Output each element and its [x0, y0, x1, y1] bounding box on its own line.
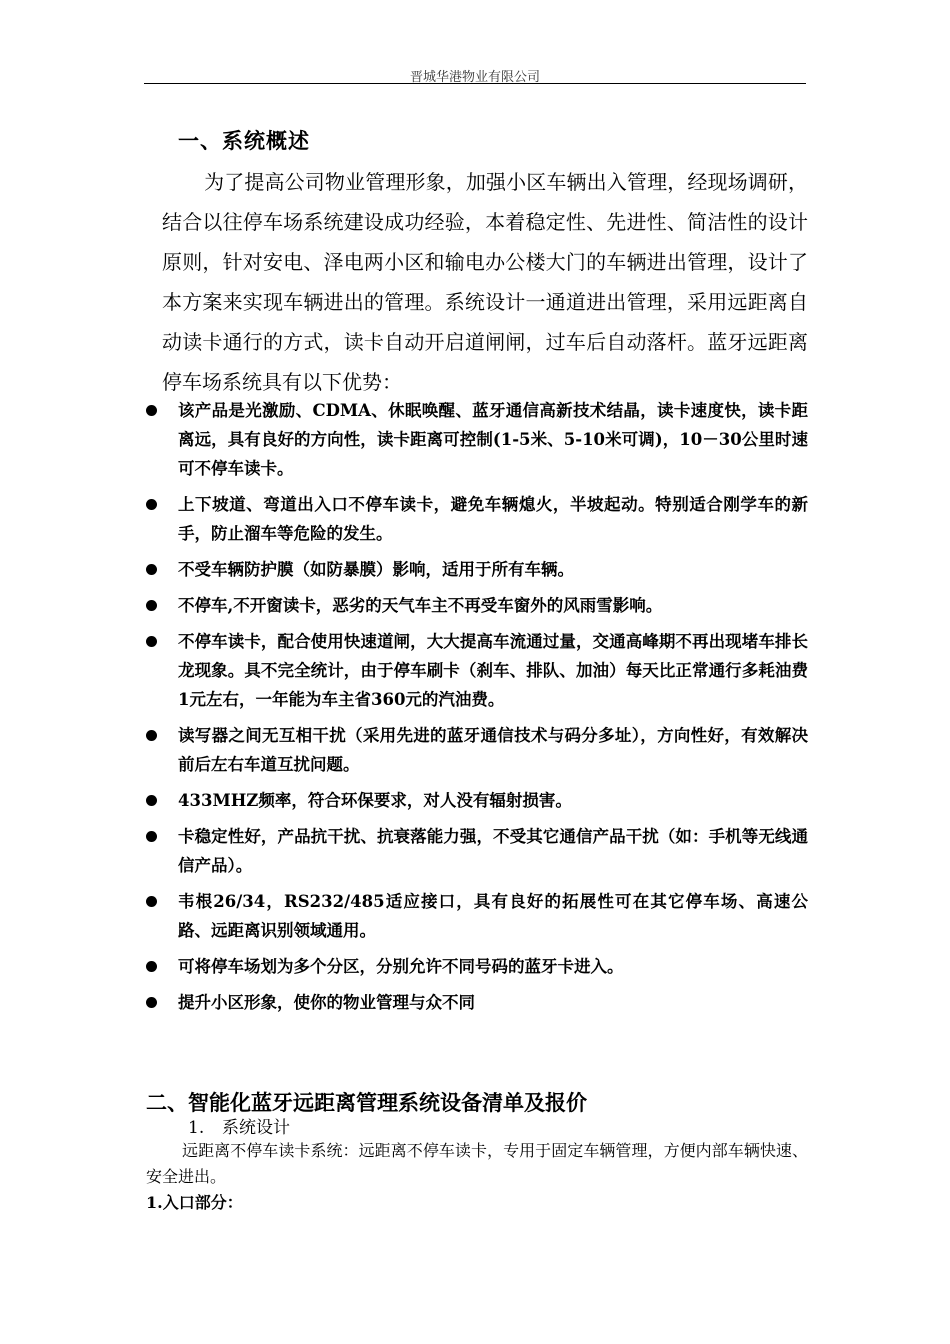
section2-title: 二、智能化蓝牙远距离管理系统设备清单及报价 [146, 1090, 587, 1115]
feature-text: 433MHZ频率，符合环保要求，对人没有辐射损害。 [178, 791, 572, 810]
feature-item [144, 721, 808, 779]
section1-intro [162, 162, 808, 402]
bullet-icon [146, 961, 157, 972]
subheading-number: 1. [188, 1118, 205, 1138]
feature-item [144, 591, 808, 620]
header-company-name: 晋城华港物业有限公司 [409, 70, 540, 85]
bullet-icon [146, 405, 157, 416]
feature-text: 不受车辆防护膜（如防暴膜）影响，适用于所有车辆。 [178, 560, 574, 579]
bullet-icon [146, 564, 157, 575]
section2-paragraph [146, 1138, 808, 1190]
bullet-icon [146, 997, 157, 1008]
bullet-icon [146, 636, 157, 647]
bullet-icon [146, 795, 157, 806]
feature-text: 提升小区形象，使你的物业管理与众不同 [178, 993, 475, 1012]
bullet-icon [146, 896, 157, 907]
section1-title: 一、系统概述 [178, 128, 310, 153]
feature-item [144, 988, 808, 1017]
subheading-text: 系统设计 [222, 1118, 290, 1138]
entry-section-heading: 1.入口部分： [146, 1193, 243, 1212]
bullet-icon [146, 499, 157, 510]
header-divider [144, 83, 806, 84]
feature-item [144, 822, 808, 880]
feature-text: 读写器之间无互相干扰（采用先进的蓝牙通信技术与码分多址），方向性好，有效解决前后左右车道互扰问题。 [178, 726, 808, 774]
feature-list [144, 396, 808, 1024]
feature-item [144, 627, 808, 714]
section1-intro-text: 为了提高公司物业管理形象，加强小区车辆出入管理，经现场调研，结合以往停车场系统建设成功经验，本着稳定性、先进性、简洁性的设计原则，针对安电、泽电两小区和输电办公楼大门的车辆进出管理，设计了本方案来实现车辆进出的管理。系统设计一通道进出管理，采用远距离自动读卡通行的方式，读卡自动开启道闸闸，过车后自动落杆。蓝牙远距离停车场系统具有以下优势： [162, 170, 808, 394]
section2-paragraph-text: 远距离不停车读卡系统：远距离不停车读卡，专用于固定车辆管理，方便内部车辆快速、安全进出。 [146, 1141, 808, 1186]
feature-text: 上下坡道、弯道出入口不停车读卡，避免车辆熄火，半坡起动。特别适合刚学车的新手，防止溜车等危险的发生。 [178, 495, 808, 543]
section2-subheading [188, 1113, 290, 1138]
feature-item [144, 490, 808, 548]
feature-item [144, 786, 808, 815]
bullet-icon [146, 831, 157, 842]
bullet-icon [146, 600, 157, 611]
feature-item [144, 952, 808, 981]
feature-text: 可将停车场划为多个分区，分别允许不同号码的蓝牙卡进入。 [178, 957, 624, 976]
feature-item [144, 887, 808, 945]
feature-text: 卡稳定性好，产品抗干扰、抗衰落能力强，不受其它通信产品干扰（如：手机等无线通信产品）。 [178, 827, 808, 875]
feature-text: 不停车,不开窗读卡，恶劣的天气车主不再受车窗外的风雨雪影响。 [178, 596, 663, 615]
feature-text: 韦根26/34，RS232/485适应接口，具有良好的拓展性可在其它停车场、高速公路、远距离识别领域通用。 [178, 892, 808, 940]
bullet-icon [146, 730, 157, 741]
feature-item [144, 396, 808, 483]
feature-text: 不停车读卡，配合使用快速道闸，大大提高车流通过量，交通高峰期不再出现堵车排长龙现象。具不完全统计，由于停车刷卡（刹车、排队、加油）每天比正常通行多耗油费1元左右，一年能为车主省360元的汽油费。 [178, 632, 808, 709]
feature-item [144, 555, 808, 584]
feature-text: 该产品是光激励、CDMA、休眠唤醒、蓝牙通信高新技术结晶，读卡速度快，读卡距离远，具有良好的方向性，读卡距离可控制(1-5米、5-10米可调)，10－30公里时速可不停车读卡。 [178, 401, 808, 478]
